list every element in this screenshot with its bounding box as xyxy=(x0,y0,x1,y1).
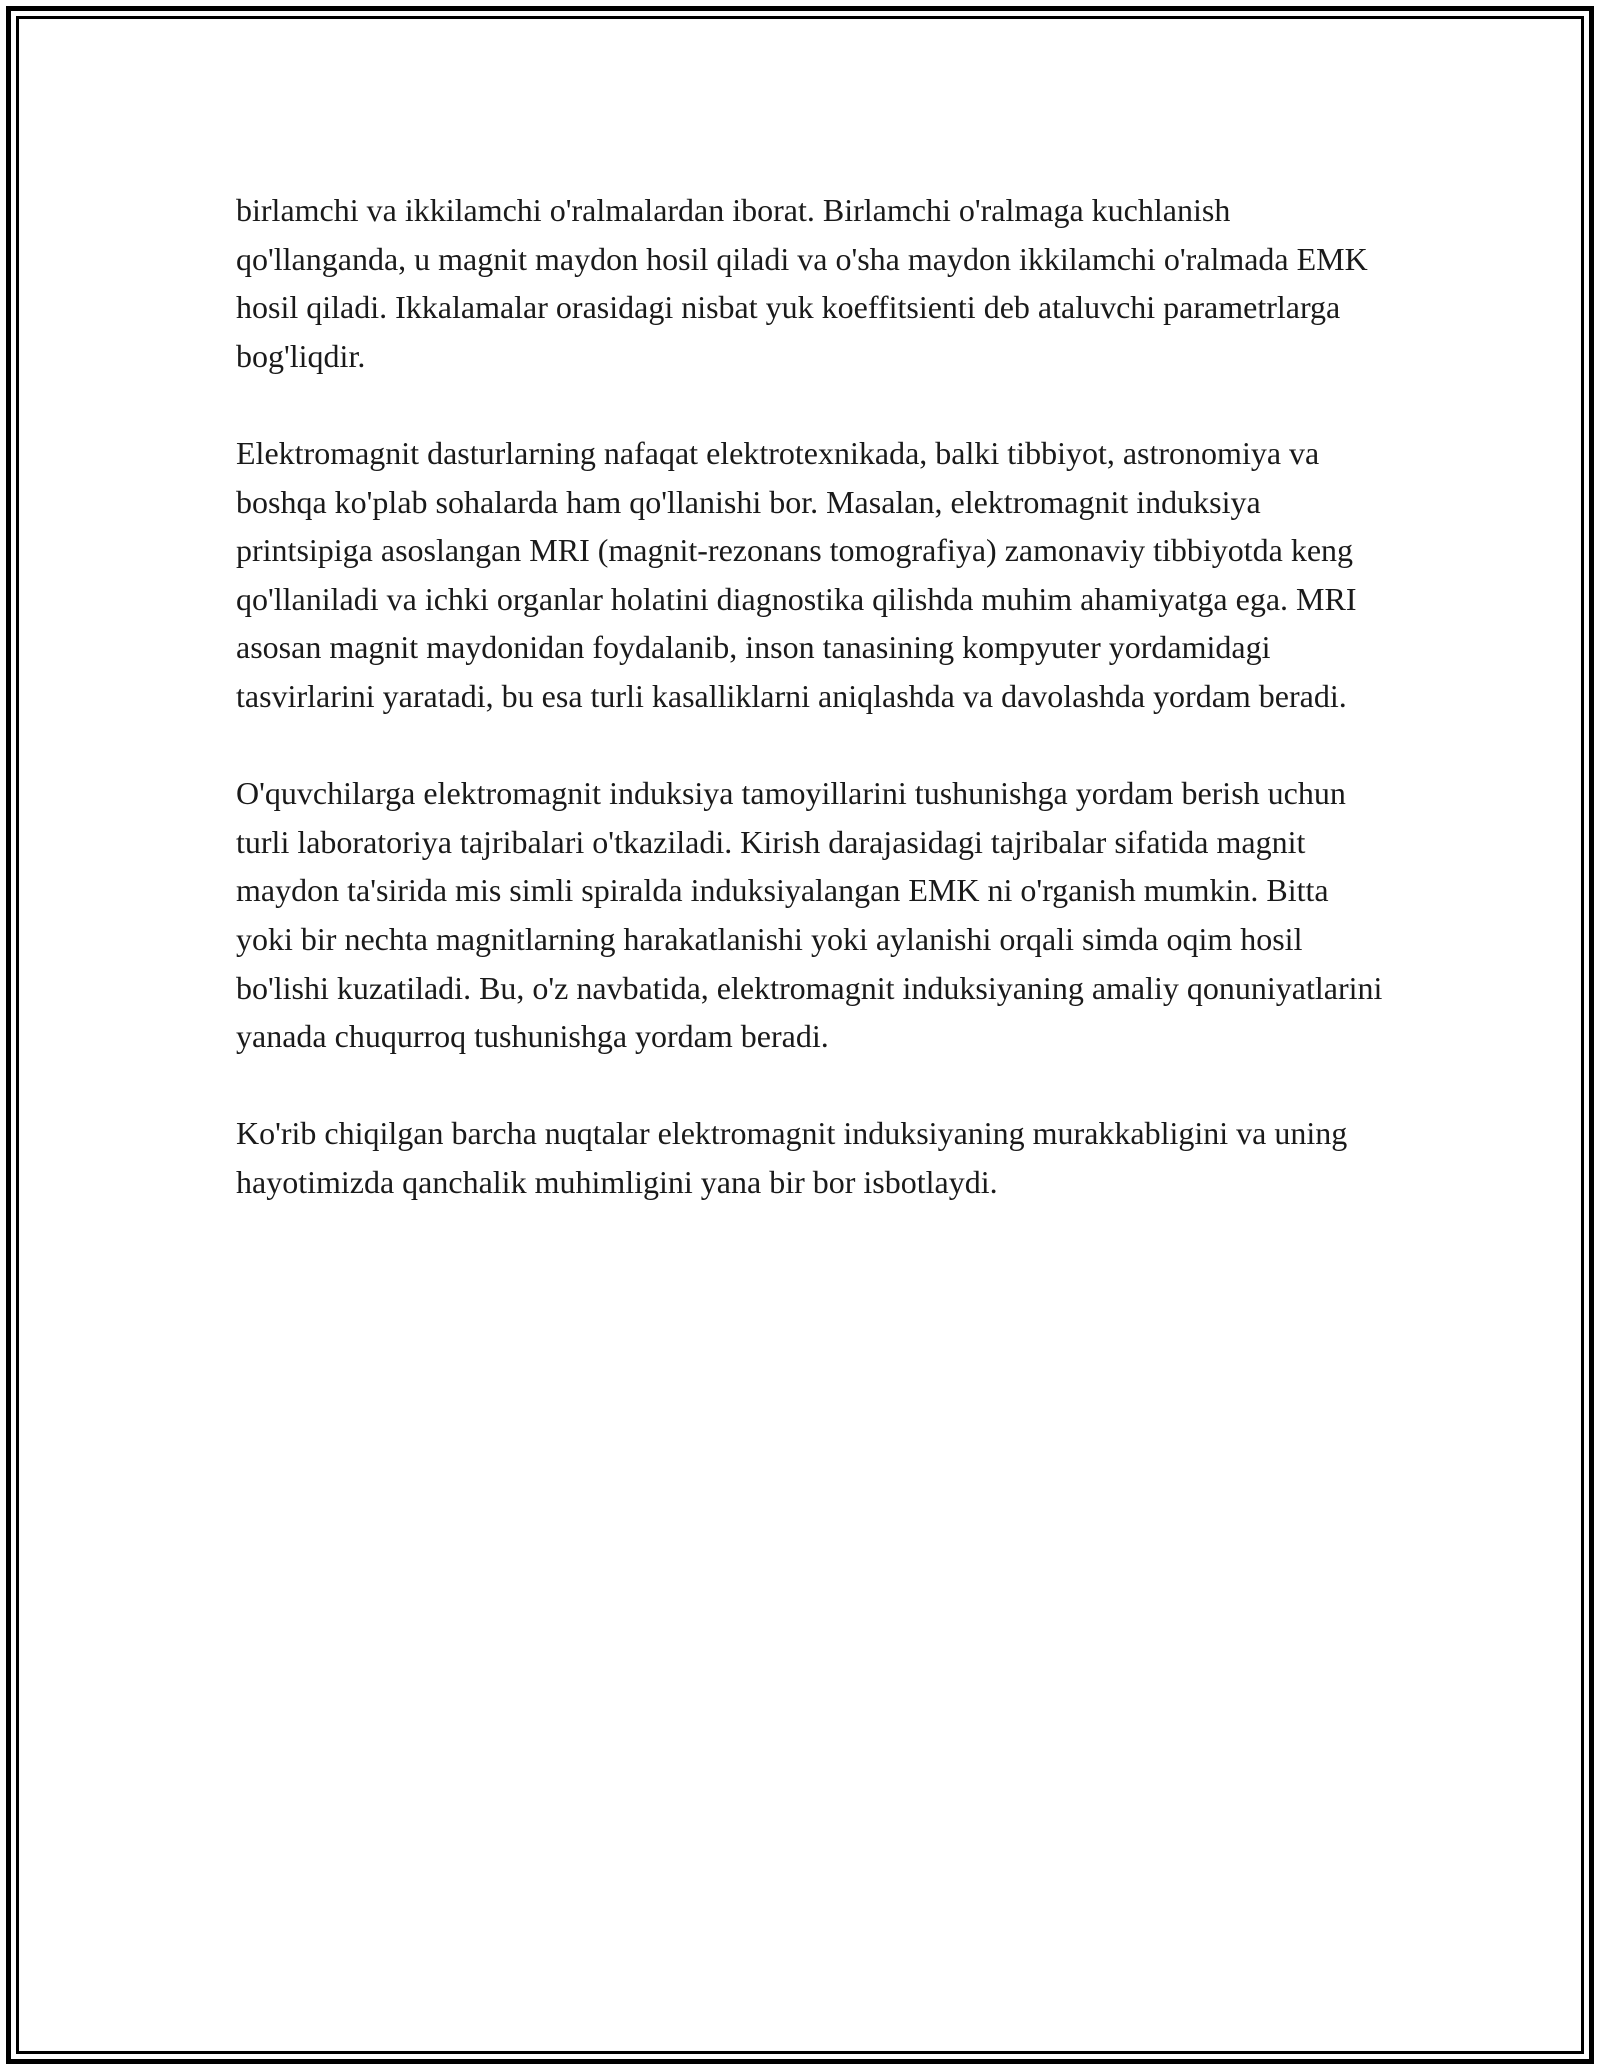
paragraph-3: O'quvchilarga elektromagnit induksiya tamoyillarini tushunishga yordam berish uchun turli laboratoriya tajribalari o'tkaziladi. Kirish darajasidagi tajribalar sifatida magnit maydon ta'sirida mis simli spiralda induksiyalangan EMK ni o'rganish mumkin. Bitta yoki bir nechta magnitlarning harakatlanishi yoki aylanishi orqali simda oqim hosil bo'lishi kuzatiladi. Bu, o'z navbatida, elektromagnit induksiyaning amaliy qonuniyatlarini yanada chuqurroq tushunishga yordam beradi. xyxy=(236,775,1383,1055)
paragraph-1: birlamchi va ikkilamchi o'ralmalardan iborat. Birlamchi o'ralmaga kuchlanish qo'llanganda, u magnit maydon hosil qiladi va o'sha maydon ikkilamchi o'ralmada EMK hosil qiladi. Ikkalamalar orasidagi nisbat yuk koeffitsienti deb ataluvchi parametrlarga bog'liqdir. xyxy=(236,192,1368,374)
paragraph-4: Ko'rib chiqilgan barcha nuqtalar elektromagnit induksiyaning murakkabligini va uning hayotimizda qanchalik muhimligini yana bir bor isbotlaydi. xyxy=(236,1115,1348,1200)
paragraph-2: Elektromagnit dasturlarning nafaqat elektrotexnikada, balki tibbiyot, astronomiya va boshqa ko'plab sohalarda ham qo'llanishi bor. Masalan, elektromagnit induksiya printsipiga asoslangan MRI (magnit-rezonans tomografiya) zamonaviy tibbiyotda keng qo'llaniladi va ichki organlar holatini diagnostika qilishda muhim ahamiyatga ega. MRI asosan magnit maydonidan foydalanib, inson tanasining kompyuter yordamidagi tasvirlarini yaratadi, bu esa turli kasalliklarni aniqlashda va davolashda yordam beradi. xyxy=(236,434,1357,714)
document-body xyxy=(236,186,1386,1255)
